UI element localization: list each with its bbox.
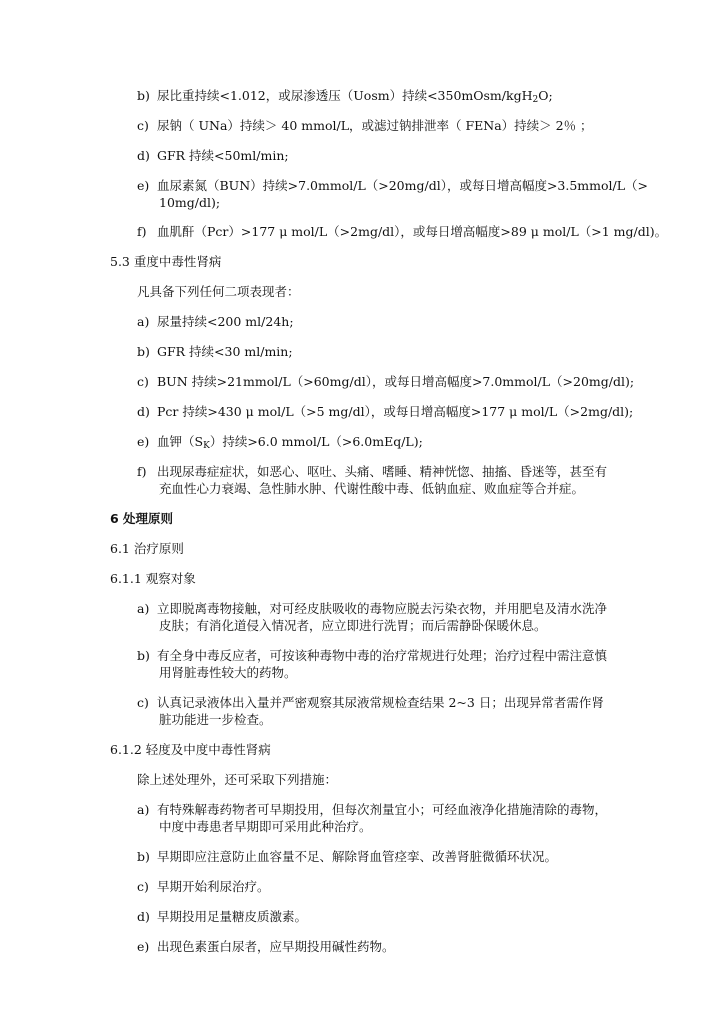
- item-text: 早期开始利尿治疗。: [157, 879, 270, 894]
- item-text: 尿比重持续<1.012，或尿渗透压（Uosm）持续<350mOsm/kgH: [157, 88, 533, 103]
- item-text: 出现色素蛋白尿者，应早期投用碱性药物。: [157, 939, 395, 954]
- item-label: c): [137, 879, 149, 894]
- list-item: [137, 178, 648, 194]
- list-item: [137, 849, 557, 865]
- item-continuation: 10mg/dl);: [159, 195, 221, 210]
- item-label: b): [137, 648, 150, 663]
- item-label: b): [137, 88, 150, 103]
- item-label: a): [137, 314, 150, 329]
- item-label: d): [137, 148, 150, 163]
- item-label: f): [137, 224, 147, 239]
- item-label: c): [137, 695, 149, 710]
- list-item: [137, 464, 607, 480]
- list-item: [137, 344, 293, 360]
- item-label: c): [137, 118, 149, 133]
- item-label: d): [137, 404, 150, 419]
- section-heading-6-1: 6.1 治疗原则: [110, 541, 184, 556]
- item-label: f): [137, 464, 147, 479]
- item-text: 血肌酐（Pcr）>177 μ mol/L（>2mg/dl），或每日增高幅度>89 μ mol/L（>1 mg/dl)。: [157, 224, 668, 239]
- item-text: GFR 持续<50ml/min;: [157, 148, 289, 163]
- section-heading-6: 6 处理原则: [110, 511, 174, 526]
- section-heading-5-3: 5.3 重度中毒性肾病: [110, 254, 222, 269]
- item-text: 血尿素氮（BUN）持续>7.0mmol/L（>20mg/dl），或每日增高幅度>3.5mmol/L（>: [157, 178, 649, 193]
- item-label: e): [137, 434, 150, 449]
- item-label: e): [137, 178, 150, 193]
- item-label: b): [137, 849, 150, 864]
- section-heading-6-1-1: 6.1.1 观察对象: [110, 571, 196, 586]
- list-item: [137, 802, 607, 818]
- list-item: [137, 648, 607, 664]
- item-continuation: 皮肤；有消化道侵入情况者，应立即进行洗胃；而后需静卧保暖休息。: [159, 618, 547, 633]
- list-item: [137, 879, 270, 895]
- item-continuation: 脏功能进一步检查。: [159, 712, 272, 727]
- item-label: b): [137, 344, 150, 359]
- item-label: c): [137, 374, 149, 389]
- item-text: Pcr 持续>430 μ mol/L（>5 mg/dl），或每日增高幅度>177 μ mol/L（>2mg/dl);: [157, 404, 634, 419]
- item-text-tail: O;: [538, 88, 553, 103]
- item-text-pre: 血钾（S: [157, 434, 204, 449]
- item-continuation: 中度中毒患者早期即可采用此种治疗。: [159, 819, 372, 834]
- item-label: e): [137, 939, 150, 954]
- item-text: 认真记录液体出入量并严密观察其尿液常规检查结果 2~3 日；出现异常者需作肾: [157, 695, 604, 710]
- item-text: 尿量持续<200 ml/24h;: [157, 314, 294, 329]
- item-subscript: K: [203, 441, 210, 451]
- item-text: 出现尿毒症症状，如恶心、呕吐、头痛、嗜睡、精神恍惚、抽搐、昏迷等，甚至有: [157, 464, 608, 479]
- item-continuation: 充血性心力衰竭、急性肺水肿、代谢性酸中毒、低钠血症、败血症等合并症。: [159, 481, 585, 496]
- item-text: 尿钠（ UNa）持续＞ 40 mmol/L，或滤过钠排泄率（ FENa）持续＞ 2％ ；: [157, 118, 593, 133]
- item-label: a): [137, 802, 150, 817]
- section-heading-6-1-2: 6.1.2 轻度及中度中毒性肾病: [110, 742, 271, 757]
- list-item: [137, 148, 289, 164]
- item-text: 立即脱离毒物接触，对可经皮肤吸收的毒物应脱去污染衣物，并用肥皂及清水洗净: [157, 601, 608, 616]
- item-continuation: 用肾脏毒性较大的药物。: [159, 665, 297, 680]
- item-text: 有特殊解毒药物者可早期投用，但每次剂量宜小；可经血液净化措施清除的毒物，: [157, 802, 608, 817]
- list-item: [137, 88, 553, 104]
- section-intro: 除上述处理外，还可采取下列措施：: [137, 772, 338, 787]
- item-text: 早期投用足量糖皮质激素。: [157, 909, 308, 924]
- list-item: [137, 695, 604, 711]
- list-item: [137, 314, 294, 330]
- list-item: [137, 224, 667, 240]
- list-item: [137, 939, 395, 955]
- list-item: [137, 118, 593, 134]
- list-item: [137, 601, 607, 617]
- item-text: BUN 持续>21mmol/L（>60mg/dl），或每日增高幅度>7.0mmol/L（>20mg/dl);: [157, 374, 635, 389]
- item-text: 早期即应注意防止血容量不足、解除肾血管痉挛、改善肾脏微循环状况。: [157, 849, 558, 864]
- list-item: [137, 909, 307, 925]
- item-label: d): [137, 909, 150, 924]
- item-text-post: ）持续>6.0 mmol/L（>6.0mEq/L);: [209, 434, 423, 449]
- list-item: [137, 404, 633, 420]
- list-item: [137, 374, 634, 390]
- section-intro: 凡具备下列任何二项表现者：: [137, 284, 300, 299]
- list-item: [137, 434, 423, 450]
- item-text: 有全身中毒反应者，可按该种毒物中毒的治疗常规进行处理；治疗过程中需注意慎: [157, 648, 608, 663]
- item-label: a): [137, 601, 150, 616]
- item-text: GFR 持续<30 ml/min;: [157, 344, 293, 359]
- item-subscript: 2: [532, 95, 539, 105]
